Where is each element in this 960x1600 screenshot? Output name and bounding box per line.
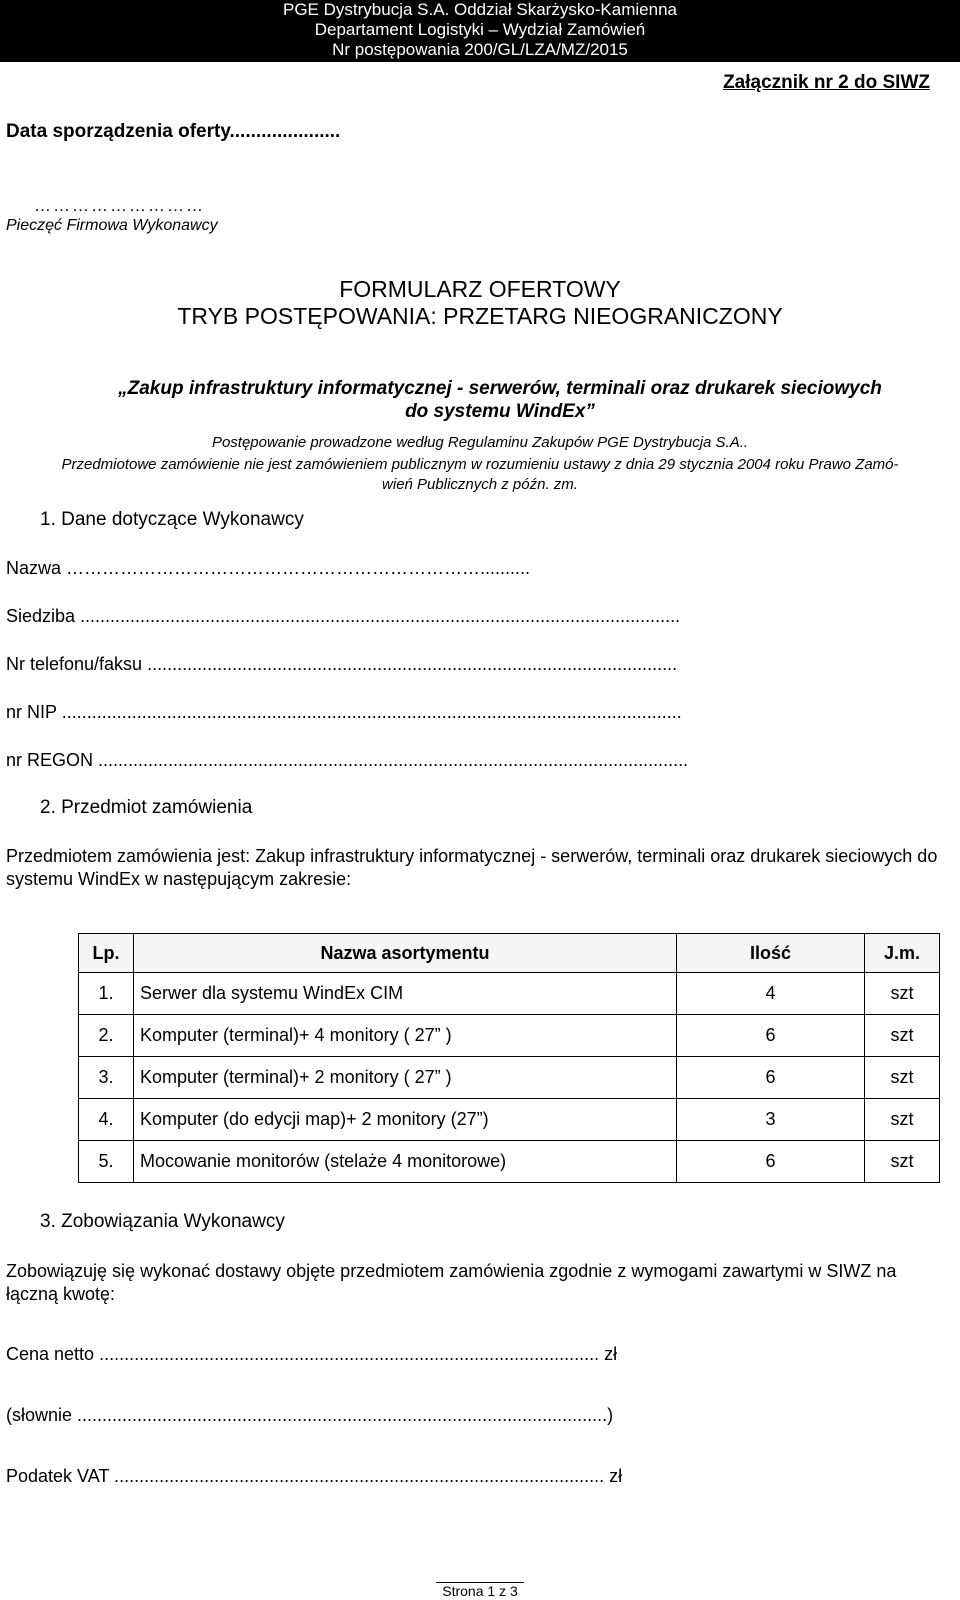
row-item: Komputer (do edycji map)+ 2 monitory (27”) [134, 1099, 677, 1141]
table-row [79, 1099, 940, 1141]
row-lp: 5. [79, 1141, 134, 1183]
name-field[interactable]: Nazwa …………………………………………………………….......... [6, 558, 531, 578]
row-unit: szt [865, 973, 940, 1015]
table-row [79, 973, 940, 1015]
row-qty: 6 [677, 1015, 865, 1057]
header-line-3: Nr postępowania 200/GL/LZA/MZ/2015 [332, 40, 628, 59]
phone-fax-field[interactable]: Nr telefonu/faksu .......................................................................................................... [6, 654, 678, 674]
row-item: Serwer dla systemu WindEx CIM [134, 973, 677, 1015]
row-item: Komputer (terminal)+ 2 monitory ( 27” ) [134, 1057, 677, 1099]
row-qty: 3 [677, 1099, 865, 1141]
offer-date-field[interactable]: Data sporządzenia oferty..................... [6, 121, 341, 142]
table-row [79, 1015, 940, 1057]
subject-line-1: „Zakup infrastruktury informatycznej - serwerów, terminali oraz drukarek sieciowych [118, 378, 882, 399]
section-3-text: Zobowiązuję się wykonać dostawy objęte przedmiotem zamówienia zgodnie z wymogami zawartymi w SIWZ na łączną kwotę: [6, 1261, 897, 1304]
table-header-row [79, 934, 940, 973]
nip-field[interactable]: nr NIP ............................................................................................................................ [6, 702, 682, 722]
header-name: Nazwa asortymentu [134, 934, 677, 973]
row-unit: szt [865, 1099, 940, 1141]
document-header [0, 0, 960, 62]
row-lp: 1. [79, 973, 134, 1015]
legal-note-line-1: Przedmiotowe zamówienie nie jest zamówieniem publicznym w rozumieniu ustawy z dnia 29 stycznia 2004 roku Prawo Zamó- [61, 456, 899, 473]
table-row [79, 1141, 940, 1183]
legal-note-line-2: wień Publicznych z późn. zm. [382, 476, 578, 493]
page-number-text: Strona 1 z 3 [436, 1582, 524, 1599]
procedure-note: Postępowanie prowadzone według Regulaminu Zakupów PGE Dystrybucja S.A.. [211, 434, 749, 451]
row-qty: 6 [677, 1141, 865, 1183]
form-title: FORMULARZ OFERTOWY [339, 276, 621, 302]
attachment-label: Załącznik nr 2 do SIWZ [723, 72, 930, 93]
procedure-type-title: TRYB POSTĘPOWANIA: PRZETARG NIEOGRANICZONY [177, 303, 783, 329]
header-unit: J.m. [865, 934, 940, 973]
stamp-placeholder: ……………………… [34, 196, 205, 215]
row-qty: 6 [677, 1057, 865, 1099]
section-1-title: 1. Dane dotyczące Wykonawcy [40, 509, 304, 530]
section-2-text: Przedmiotem zamówienia jest: Zakup infrastruktury informatycznej - serwerów, terminali oraz drukarek sieciowych do systemu WindEx w następującym zakresie: [6, 846, 938, 889]
regon-field[interactable]: nr REGON ...................................................................................................................... [6, 750, 689, 770]
header-lp: Lp. [79, 934, 134, 973]
items-table [78, 933, 940, 1183]
stamp-label: Pieczęć Firmowa Wykonawcy [6, 217, 218, 234]
row-unit: szt [865, 1141, 940, 1183]
subject-line-2: do systemu WindEx” [405, 401, 595, 422]
row-unit: szt [865, 1015, 940, 1057]
amount-in-words-field[interactable]: (słownie ..........................................................................................................) [6, 1405, 614, 1425]
row-lp: 3. [79, 1057, 134, 1099]
section-3-title: 3. Zobowiązania Wykonawcy [40, 1211, 285, 1232]
vat-field[interactable]: Podatek VAT .................................................................................................. zł [6, 1466, 623, 1486]
row-item: Mocowanie monitorów (stelaże 4 monitorowe) [134, 1141, 677, 1183]
page-number [0, 1583, 960, 1599]
row-lp: 2. [79, 1015, 134, 1057]
row-lp: 4. [79, 1099, 134, 1141]
net-price-field[interactable]: Cena netto .................................................................................................... zł [6, 1344, 618, 1364]
row-unit: szt [865, 1057, 940, 1099]
header-qty: Ilość [677, 934, 865, 973]
row-qty: 4 [677, 973, 865, 1015]
section-2-title: 2. Przedmiot zamówienia [40, 797, 253, 818]
table-row [79, 1057, 940, 1099]
row-item: Komputer (terminal)+ 4 monitory ( 27” ) [134, 1015, 677, 1057]
header-line-1: PGE Dystrybucja S.A. Oddział Skarżysko-Kamienna [283, 0, 677, 19]
seat-field[interactable]: Siedziba ........................................................................................................................ [6, 606, 681, 626]
header-line-2: Departament Logistyki – Wydział Zamówień [314, 20, 646, 39]
